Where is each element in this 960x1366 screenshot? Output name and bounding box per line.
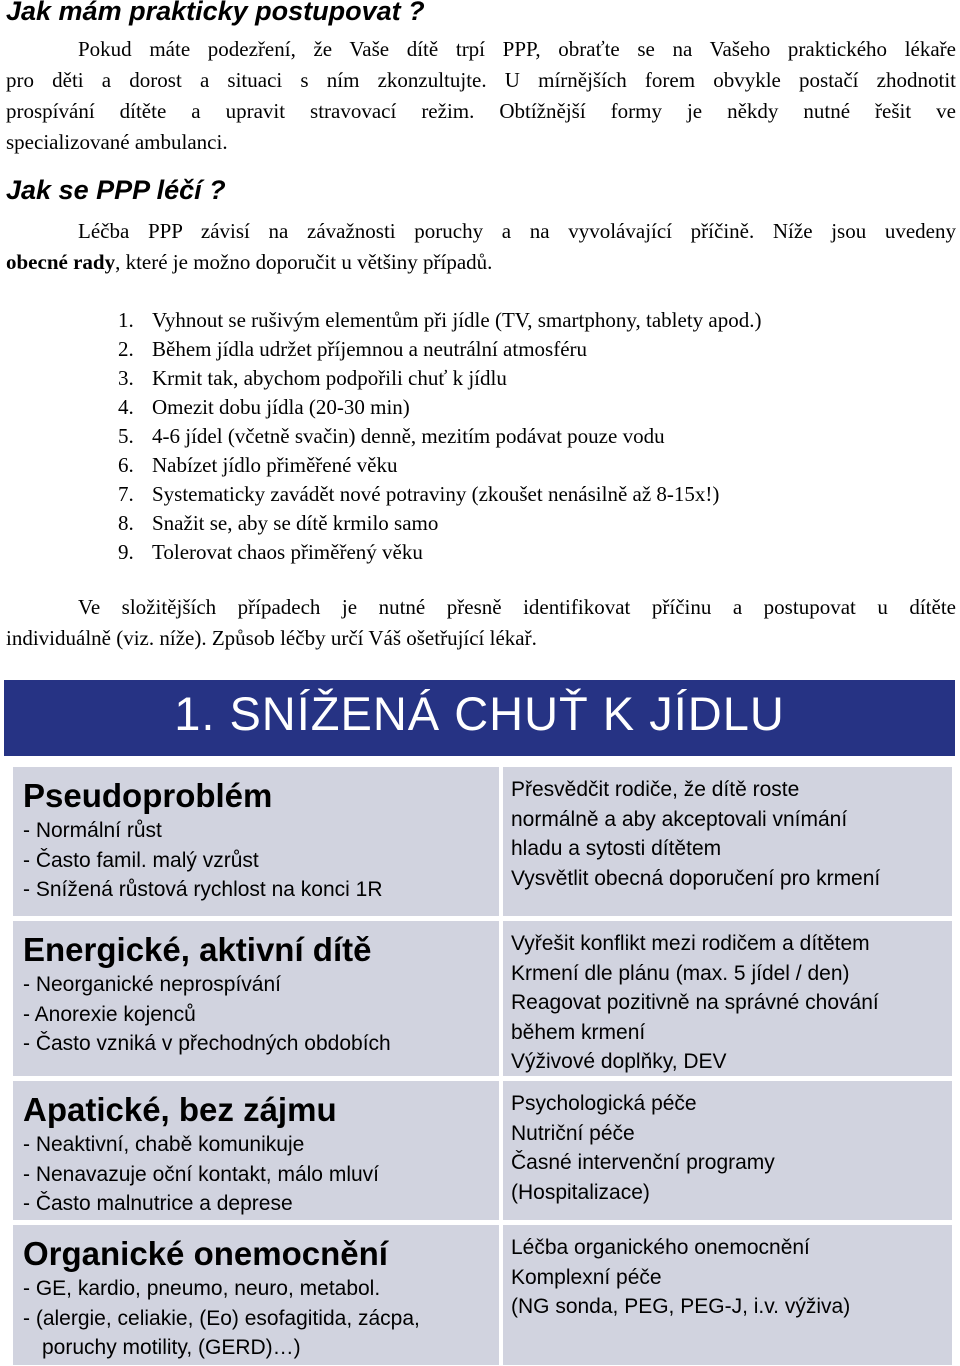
advice-text: Systematicky zavádět nové potraviny (zkoušet nenásilně až 8-15x!) [152, 482, 720, 506]
advice-item [118, 451, 761, 480]
advice-item [118, 393, 761, 422]
row-organic-right [503, 1225, 952, 1365]
advice-item [118, 364, 761, 393]
advice-number: 8. [118, 511, 134, 535]
advice-number: 6. [118, 453, 134, 477]
advice-number: 4. [118, 395, 134, 419]
row-energetic-left [13, 921, 499, 1076]
advice-list [118, 306, 761, 567]
row-action: Komplexní péče [511, 1265, 662, 1289]
row-action: hladu a sytosti dítětem [511, 837, 722, 860]
row-symptom: - GE, kardio, pneumo, neuro, metabol. [23, 1277, 381, 1300]
paragraph-line: prospívání dítěte a upravit stravovací režim. Obtížnější formy je někdy nutné řešit ve [6, 99, 956, 123]
row-action: Vyřešit konflikt mezi rodičem a dítětem [511, 932, 870, 955]
row-symptom: - Neaktivní, chabě komunikuje [23, 1133, 305, 1156]
heading-treatment: Jak se PPP léčí ? [6, 175, 226, 205]
advice-text: 4-6 jídel (včetně svačin) denně, mezitím podávat pouze vodu [152, 424, 665, 448]
row-organic-left [13, 1225, 499, 1365]
row-action: Reagovat pozitivně na správné chování [511, 991, 879, 1014]
table-banner-title: 1. SNÍŽENÁ CHUŤ K JÍDLU [174, 687, 785, 740]
paragraph-line: Ve složitějších případech je nutné přesně identifikovat příčinu a postupovat u dítěte [78, 595, 956, 619]
row-action: Krmení dle plánu (max. 5 jídel / den) [511, 961, 850, 985]
row-symptom: - Neorganické neprospívání [23, 973, 281, 996]
advice-text: Během jídla udržet příjemnou a neutrální atmosféru [152, 337, 588, 361]
row-symptom: - Často vzniká v přechodných obdobích [23, 1032, 391, 1055]
table-banner [4, 680, 955, 756]
advice-text: Omezit dobu jídla (20-30 min) [152, 395, 410, 419]
row-action: Léčba organického onemocnění [511, 1236, 810, 1259]
advice-number: 3. [118, 366, 134, 390]
row-title: Apatické, bez zájmu [23, 1091, 337, 1128]
row-pseudoproblem-left [13, 767, 499, 916]
row-symptom: - Často malnutrice a deprese [23, 1192, 293, 1215]
row-action: během krmení [511, 1020, 646, 1044]
row-action: Nutriční péče [511, 1121, 635, 1145]
paragraph-complex-cases [6, 592, 956, 654]
advice-item [118, 509, 761, 538]
paragraph-treatment [6, 216, 956, 278]
row-action: (Hospitalizace) [511, 1180, 650, 1204]
row-action: (NG sonda, PEG, PEG-J, i.v. výživa) [511, 1295, 851, 1318]
row-symptom: poruchy motility, (GERD)…) [42, 1336, 301, 1359]
row-title: Pseudoproblém [23, 777, 273, 814]
advice-number: 7. [118, 482, 134, 506]
paragraph-line: specializované ambulanci. [6, 130, 228, 154]
paragraph-line: individuálně (viz. níže). Způsob léčby určí Váš ošetřující lékař. [6, 626, 537, 650]
row-title: Organické onemocnění [23, 1235, 388, 1272]
advice-item [118, 422, 761, 451]
row-action: Přesvědčit rodiče, že dítě roste [511, 778, 800, 801]
row-action: normálně a aby akceptovali vnímání [511, 807, 848, 831]
general-advice-bold: obecné rady [6, 250, 116, 274]
advice-text: Snažit se, aby se dítě krmilo samo [152, 511, 439, 535]
row-title: Energické, aktivní dítě [23, 931, 372, 968]
paragraph-line: Léčba PPP závisí na závažnosti poruchy a na vyvolávající příčině. Níže jsou uvedeny [78, 219, 956, 243]
advice-number: 2. [118, 337, 134, 361]
advice-text: Nabízet jídlo přiměřené věku [152, 453, 398, 477]
row-action: Výživové doplňky, DEV [511, 1050, 727, 1073]
row-symptom: - Často famil. malý vzrůst [23, 848, 259, 872]
paragraph-line: obecné rady, které je možno doporučit u většiny případů. [6, 250, 493, 274]
advice-number: 1. [118, 308, 134, 332]
advice-text: Vyhnout se rušivým elementům při jídle (TV, smartphony, tablety apod.) [152, 308, 762, 332]
advice-item [118, 538, 761, 567]
row-symptom: - Nenavazuje oční kontakt, málo mluví [23, 1162, 379, 1186]
row-action: Vysvětlit obecná doporučení pro krmení [511, 866, 881, 890]
paragraph-line: Pokud máte podezření, že Vaše dítě trpí PPP, obraťte se na Vašeho praktického lékaře [78, 37, 956, 61]
advice-number: 5. [118, 424, 134, 448]
row-energetic-right [503, 921, 952, 1076]
advice-item [118, 335, 761, 364]
paragraph-line: pro děti a dorost a situaci s ním zkonzultujte. U mírnějších forem obvykle postačí zhodnotit [6, 68, 956, 92]
advice-text: Tolerovat chaos přiměřený věku [152, 540, 423, 564]
advice-number: 9. [118, 540, 134, 564]
row-symptom: - (alergie, celiakie, (Eo) esofagitida, zácpa, [23, 1306, 420, 1330]
row-symptom: - Normální růst [23, 819, 162, 842]
row-symptom: - Anorexie kojenců [23, 1002, 196, 1026]
row-action: Psychologická péče [511, 1092, 697, 1115]
row-apathetic-right [503, 1081, 952, 1220]
heading-practical-steps: Jak mám prakticky postupovat ? [6, 0, 425, 26]
row-symptom: - Snížená růstová rychlost na konci 1R [23, 878, 383, 901]
row-action: Časné intervenční programy [511, 1151, 775, 1174]
advice-text: Krmit tak, abychom podpořili chuť k jídlu [152, 366, 507, 390]
paragraph-intro [6, 34, 956, 158]
row-apathetic-left [13, 1081, 499, 1220]
advice-item [118, 480, 761, 509]
advice-item [118, 306, 761, 335]
row-pseudoproblem-right [503, 767, 952, 916]
